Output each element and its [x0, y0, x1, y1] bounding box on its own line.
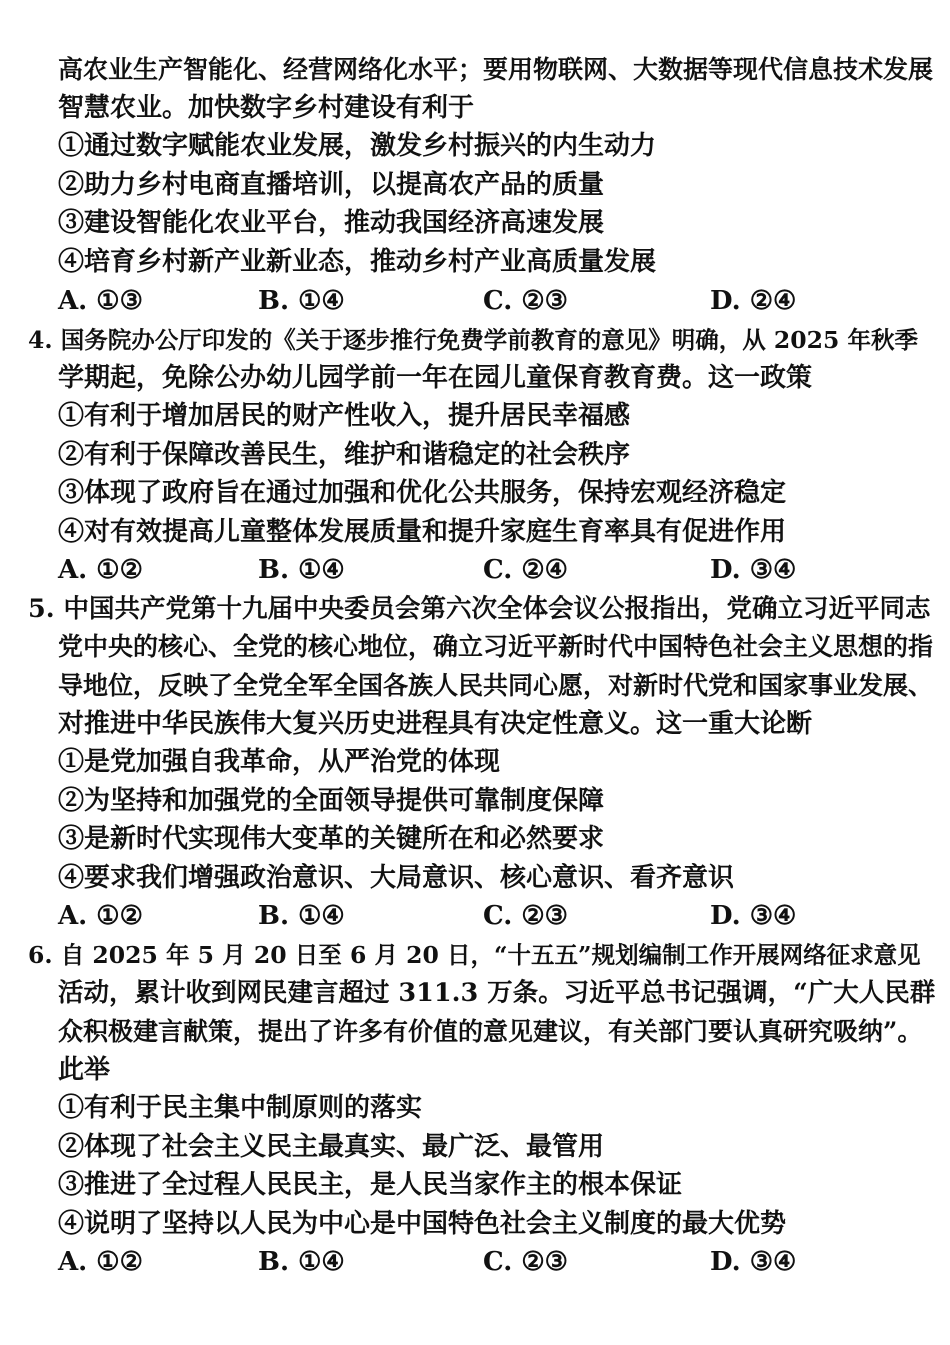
- question-stem-line: 高农业生产智能化、经营网络化水平；要用物联网、大数据等现代信息技术发展: [58, 55, 934, 84]
- statement-item: ①有利于民主集中制原则的落实: [58, 1093, 423, 1123]
- statement-item: ②有利于保障改善民生，维护和谐稳定的社会秩序: [58, 440, 631, 470]
- question-stem-line: 活动，累计收到网民建言超过 311.3 万条。习近平总书记强调，“广大人民群: [58, 978, 936, 1008]
- answer-options: [58, 554, 918, 586]
- statement-item: ②助力乡村电商直播培训，以提高农产品的质量: [58, 170, 605, 200]
- option-a: A. ①②: [58, 1247, 143, 1277]
- statement-item: ③建设智能化农业平台，推动我国经济高速发展: [58, 208, 605, 238]
- option-b: B. ①④: [258, 901, 345, 931]
- option-b: B. ①④: [258, 555, 345, 585]
- option-a: A. ①②: [58, 901, 143, 931]
- answer-options: [58, 285, 918, 317]
- statement-item: ③体现了政府旨在通过加强和优化公共服务，保持宏观经济稳定: [58, 478, 787, 508]
- question-stem-line: 6. 自 2025 年 5 月 20 日至 6 月 20 日，“十五五”规划编制工作开展网络征求意见: [28, 941, 921, 969]
- answer-options: [58, 1246, 918, 1278]
- question-stem-line: 4. 国务院办公厅印发的《关于逐步推行免费学前教育的意见》明确，从 2025 年秋季: [28, 326, 918, 354]
- statement-item: ①通过数字赋能农业发展，激发乡村振兴的内生动力: [58, 131, 657, 161]
- statement-item: ④对有效提高儿童整体发展质量和提升家庭生育率具有促进作用: [58, 517, 787, 547]
- answer-options: [58, 900, 918, 932]
- statement-item: ②体现了社会主义民主最真实、最广泛、最管用: [58, 1132, 605, 1162]
- question-stem-line: 智慧农业。加快数字乡村建设有利于: [58, 93, 475, 123]
- statement-item: ④要求我们增强政治意识、大局意识、核心意识、看齐意识: [58, 863, 735, 893]
- question-stem-line: 众积极建言献策，提出了许多有价值的意见建议，有关部门要认真研究吸纳”。: [58, 1017, 923, 1046]
- question-stem-line: 学期起，免除公办幼儿园学前一年在园儿童保育教育费。这一政策: [58, 363, 813, 393]
- question-stem-line: 导地位，反映了全党全军全国各族人民共同心愿，对新时代党和国家事业发展、: [58, 671, 934, 700]
- statement-item: ④培育乡村新产业新业态，推动乡村产业高质量发展: [58, 247, 657, 277]
- option-d: D. ②④: [710, 286, 797, 316]
- option-d: D. ③④: [710, 555, 797, 585]
- question-stem-line: 对推进中华民族伟大复兴历史进程具有决定性意义。这一重大论断: [58, 709, 813, 739]
- question-stem-line: 党中央的核心、全党的核心地位，确立习近平新时代中国特色社会主义思想的指: [58, 632, 934, 661]
- statement-item: ③是新时代实现伟大变革的关键所在和必然要求: [58, 824, 605, 854]
- option-c: C. ②③: [483, 286, 568, 316]
- question-stem-line: 此举: [58, 1055, 111, 1085]
- option-d: D. ③④: [710, 1247, 797, 1277]
- statement-item: ①有利于增加居民的财产性收入，提升居民幸福感: [58, 401, 631, 431]
- statement-item: ①是党加强自我革命，从严治党的体现: [58, 747, 501, 777]
- option-d: D. ③④: [710, 901, 797, 931]
- option-c: C. ②③: [483, 1247, 568, 1277]
- option-b: B. ①④: [258, 1247, 345, 1277]
- statement-item: ④说明了坚持以人民为中心是中国特色社会主义制度的最大优势: [58, 1209, 787, 1239]
- option-a: A. ①③: [58, 286, 143, 316]
- option-c: C. ②③: [483, 901, 568, 931]
- option-a: A. ①②: [58, 555, 143, 585]
- option-b: B. ①④: [258, 286, 345, 316]
- statement-item: ③推进了全过程人民民主，是人民当家作主的根本保证: [58, 1170, 683, 1200]
- question-stem-line: 5. 中国共产党第十九届中央委员会第六次全体会议公报指出，党确立习近平同志: [28, 594, 931, 624]
- statement-item: ②为坚持和加强党的全面领导提供可靠制度保障: [58, 786, 605, 816]
- option-c: C. ②④: [483, 555, 568, 585]
